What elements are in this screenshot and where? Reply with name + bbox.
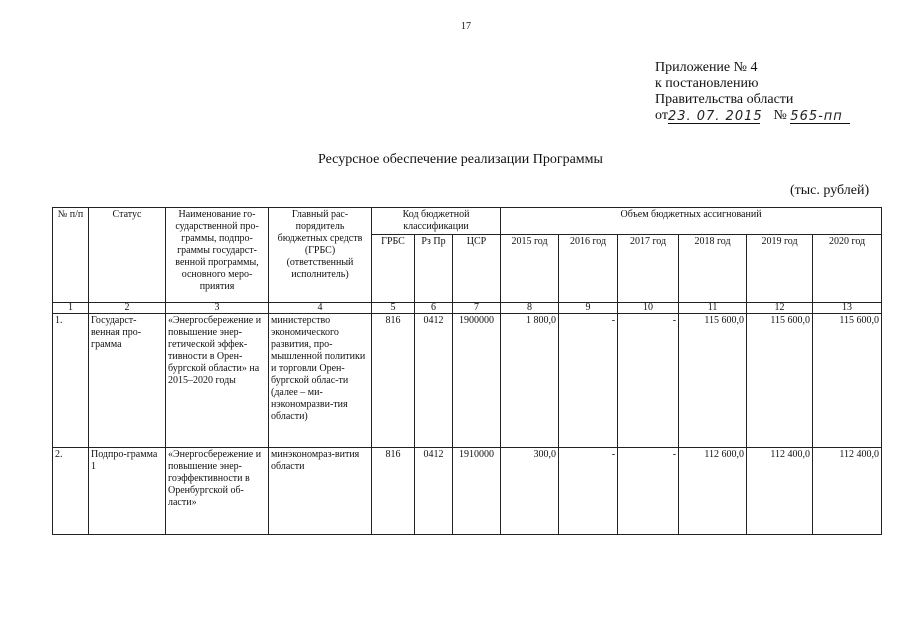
units-label: (тыс. рублей) [790,183,870,198]
cell-status: Государст-венная про-грамма [89,314,166,448]
table-row [53,448,882,535]
cell-2018: 115 600,0 [679,314,747,448]
appendix-date-line [655,108,850,124]
header-grbs: ГРБС [372,235,415,303]
resource-table [52,207,882,535]
date-prefix: от [655,108,668,123]
column-number: 3 [166,303,269,314]
appendix-block [655,60,850,124]
cell-rzpr: 0412 [415,448,453,535]
header-rzpr: Рз Пр [415,235,453,303]
header-year-2015: 2015 год [501,235,559,303]
column-number-row [53,303,882,314]
header-year-2019: 2019 год [747,235,813,303]
cell-2019: 115 600,0 [747,314,813,448]
column-number: 8 [501,303,559,314]
cell-grbs-main: минэкономраз-вития области [269,448,372,535]
header-csr: ЦСР [453,235,501,303]
table-row [53,314,882,448]
cell-2017: - [618,314,679,448]
header-name: Наименование го-сударственной про-граммы, подпро-граммы государст-венной программы, основного меро-приятия [166,208,269,303]
cell-status: Подпро-грамма 1 [89,448,166,535]
column-number: 12 [747,303,813,314]
column-number: 13 [813,303,882,314]
cell-grbs-main: министерство экономического развития, про-мышленной политики и торговли Орен-бургской облас-ти (далее – ми-нэкономразви-тия области) [269,314,372,448]
column-number: 11 [679,303,747,314]
number-field [790,109,850,124]
header-code-group: Код бюджетной классификации [372,208,501,235]
header-no: № п/п [53,208,89,303]
handwritten-date: 23. 07. 2015 [667,109,763,124]
appendix-line-2: к постановлению [655,76,759,91]
cell-2018: 112 600,0 [679,448,747,535]
cell-2016: - [559,314,618,448]
cell-2016: - [559,448,618,535]
cell-no: 1. [53,314,89,448]
cell-grbs: 816 [372,448,415,535]
column-number: 9 [559,303,618,314]
column-number: 10 [618,303,679,314]
cell-2019: 112 400,0 [747,448,813,535]
header-status: Статус [89,208,166,303]
column-number: 7 [453,303,501,314]
header-year-2018: 2018 год [679,235,747,303]
cell-grbs: 816 [372,314,415,448]
header-year-2020: 2020 год [813,235,882,303]
column-number: 1 [53,303,89,314]
cell-2017: - [618,448,679,535]
cell-2015: 300,0 [501,448,559,535]
document-title: Ресурсное обеспечение реализации Программы [318,152,603,167]
column-number: 6 [415,303,453,314]
cell-2020: 115 600,0 [813,314,882,448]
column-number: 2 [89,303,166,314]
date-field [667,109,763,124]
header-year-2016: 2016 год [559,235,618,303]
appendix-line-3: Правительства области [655,92,794,107]
number-prefix: № [773,108,787,123]
cell-name: «Энергосбережение и повышение энер-гетической эффек-тивности в Орен-бургской области» на 2015–2020 годы [166,314,269,448]
cell-rzpr: 0412 [415,314,453,448]
header-grbs-main: Главный рас-порядитель бюджетных средств (ГРБС) (ответственный исполнитель) [269,208,372,303]
cell-no: 2. [53,448,89,535]
cell-2015: 1 800,0 [501,314,559,448]
column-number: 5 [372,303,415,314]
header-row-1 [53,208,882,235]
cell-csr: 1910000 [453,448,501,535]
page-number: 17 [461,21,471,32]
cell-name: «Энергосбережение и повышение энер-гоэффективности в Оренбургской об-ласти» [166,448,269,535]
cell-2020: 112 400,0 [813,448,882,535]
cell-csr: 1900000 [453,314,501,448]
header-year-2017: 2017 год [618,235,679,303]
handwritten-number: 565-пп [790,109,843,124]
appendix-line-1: Приложение № 4 [655,60,758,75]
header-volume-group: Объем бюджетных ассигнований [501,208,882,235]
column-number: 4 [269,303,372,314]
